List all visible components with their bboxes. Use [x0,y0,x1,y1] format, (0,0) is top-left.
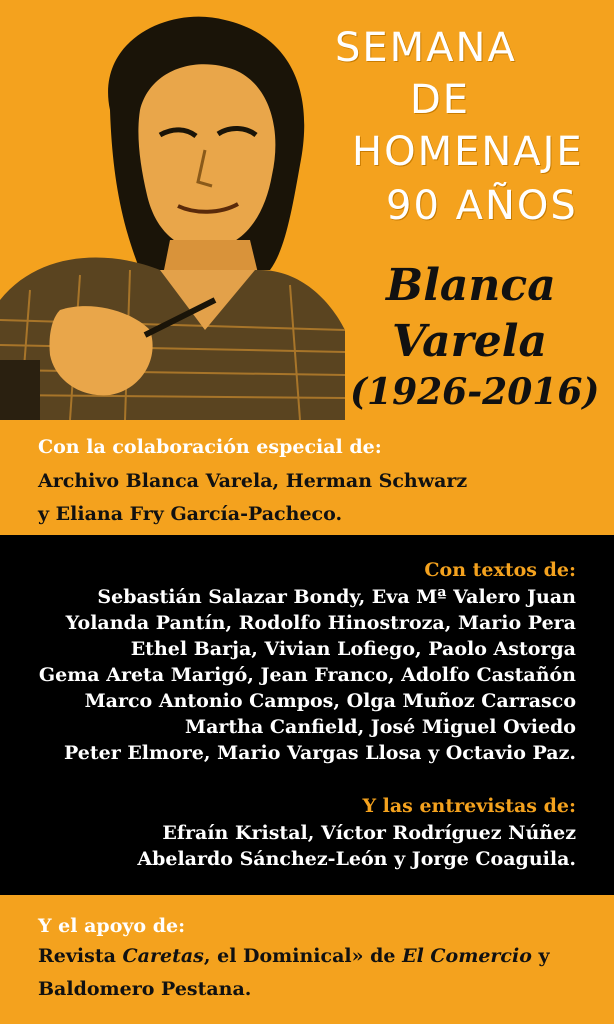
heading-line-4: 90 AÑOS [386,183,578,229]
texts-line: Martha Canfield, José Miguel Oviedo [185,716,576,738]
portrait-photo [0,0,345,420]
support-line-2: Baldomero Pestana. [38,978,252,1000]
contributors-section [0,535,614,895]
newspaper-name: El Comercio [402,945,532,967]
support-text: Revista [38,945,123,967]
texts-line: Sebastián Salazar Bondy, Eva Mª Valero Juan [97,586,576,608]
texts-line: Gema Areta Marigó, Jean Franco, Adolfo Castañón [38,664,576,686]
support-section [0,895,614,1024]
magazine-name: Caretas [122,945,204,967]
support-text: , el Dominical» de [203,945,403,967]
honoree-last-name: Varela [392,316,548,367]
collaboration-label: Con la colaboración especial de: [38,436,382,458]
honoree-first-name: Blanca [386,260,556,311]
texts-line: Yolanda Pantín, Rodolfo Hinostroza, Mario Pera [65,612,576,634]
collaboration-line: y Eliana Fry García-Pacheco. [38,503,343,525]
collaboration-line: Archivo Blanca Varela, Herman Schwarz [38,470,468,492]
collaboration-section [0,420,614,535]
interviews-line: Abelardo Sánchez-León y Jorge Coaguila. [137,848,576,870]
heading-line-3: HOMENAJE [352,129,584,175]
texts-line: Peter Elmore, Mario Vargas Llosa y Octavio Paz. [63,742,576,764]
support-label: Y el apoyo de: [38,915,186,937]
support-text: y [531,945,550,967]
texts-label: Con textos de: [424,559,576,581]
poster-header [0,0,614,420]
texts-line: Marco Antonio Campos, Olga Muñoz Carrasco [84,690,576,712]
interviews-line: Efraín Kristal, Víctor Rodríguez Núñez [162,822,576,844]
texts-line: Ethel Barja, Vivian Lofiego, Paolo Astorga [130,638,576,660]
heading-line-1: SEMANA [335,25,517,71]
honoree-years: (1926-2016) [350,371,600,413]
support-line-1 [38,945,550,967]
heading-line-2: DE [410,77,471,123]
interviews-label: Y las entrevistas de: [362,795,576,817]
